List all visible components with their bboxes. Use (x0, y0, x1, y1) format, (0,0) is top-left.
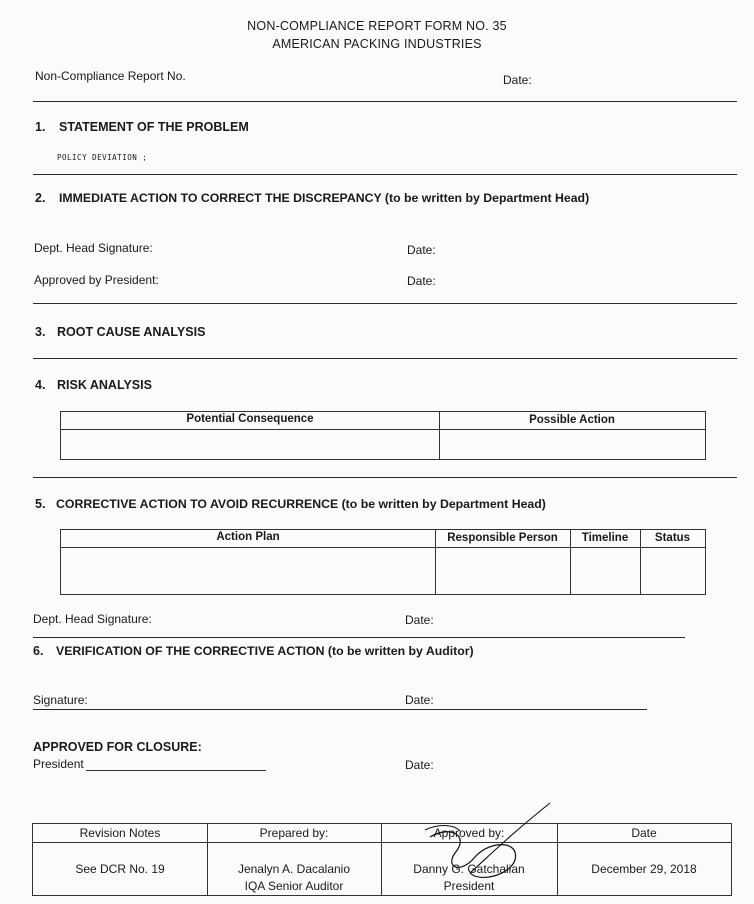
section-6-title: VERIFICATION OF THE CORRECTIVE ACTION (to be written by Auditor) (56, 644, 474, 658)
risk-analysis-table (60, 411, 706, 460)
auditor-date-label: Date: (405, 693, 434, 707)
approved-by-name: Danny G. Gatchalian (413, 862, 525, 876)
revision-notes-value: See DCR No. 19 (75, 862, 165, 876)
prepared-by-name: Jenalyn A. Dacalanio (237, 862, 351, 876)
divider (33, 101, 737, 102)
footer-header-prepared: Prepared by: (259, 826, 329, 840)
report-date-label: Date: (503, 73, 532, 87)
section-1-title: STATEMENT OF THE PROBLEM (59, 120, 249, 134)
problem-statement-handwritten: POLICY DEVIATION ; (57, 153, 148, 162)
section-5-number: 5. (35, 497, 46, 511)
president-signature-line (86, 770, 266, 771)
action-table-header-responsible: Responsible Person (447, 532, 558, 544)
form-title: NON-COMPLIANCE REPORT FORM NO. 35 (247, 19, 507, 33)
action-table-header-timeline: Timeline (581, 532, 629, 544)
approved-by-title: President (443, 879, 495, 893)
divider (33, 477, 737, 478)
company-name: AMERICAN PACKING INDUSTRIES (272, 37, 482, 51)
section-3-number: 3. (35, 325, 46, 339)
section-6-number: 6. (33, 644, 44, 658)
report-number-label: Non-Compliance Report No. (35, 69, 186, 83)
approval-footer-table (32, 823, 732, 896)
president-date-label: Date: (407, 274, 436, 288)
auditor-signature-label: Signature: (33, 693, 88, 707)
section-5-date-label: Date: (405, 613, 434, 627)
footer-date-value: December 29, 2018 (591, 862, 697, 876)
divider (33, 637, 685, 638)
section-4-title: RISK ANALYSIS (57, 378, 152, 392)
dept-head-date-label: Date: (407, 243, 436, 257)
section-2-title: IMMEDIATE ACTION TO CORRECT THE DISCREPANCY (to be written by Department Head) (59, 191, 590, 205)
section-1-number: 1. (35, 120, 46, 134)
divider (33, 709, 647, 710)
action-table-header-status: Status (654, 532, 691, 544)
president-label: President (33, 757, 84, 771)
divider (33, 303, 737, 304)
footer-header-date: Date (631, 826, 657, 840)
section-2-number: 2. (35, 191, 46, 205)
section-4-number: 4. (35, 378, 46, 392)
approved-for-closure-title: APPROVED FOR CLOSURE: (33, 740, 202, 754)
signature-scribble (400, 795, 570, 900)
closure-date-label: Date: (405, 758, 434, 772)
footer-header-revision: Revision Notes (79, 826, 161, 840)
risk-table-header-consequence: Potential Consequence (186, 413, 314, 425)
section-5-title: CORRECTIVE ACTION TO AVOID RECURRENCE (to be written by Department Head) (56, 497, 546, 511)
divider (33, 358, 737, 359)
section-3-title: ROOT CAUSE ANALYSIS (57, 325, 206, 339)
section-5-signature-label: Dept. Head Signature: (33, 612, 152, 626)
approved-by-president-label: Approved by President: (34, 273, 159, 287)
prepared-by-title: IQA Senior Auditor (244, 879, 344, 893)
corrective-action-table (60, 529, 706, 595)
dept-head-signature-label: Dept. Head Signature: (34, 241, 153, 255)
footer-header-approved: Approved by: (433, 826, 505, 840)
risk-table-header-action: Possible Action (529, 414, 615, 426)
action-table-header-plan: Action Plan (216, 531, 280, 543)
divider (33, 174, 737, 175)
